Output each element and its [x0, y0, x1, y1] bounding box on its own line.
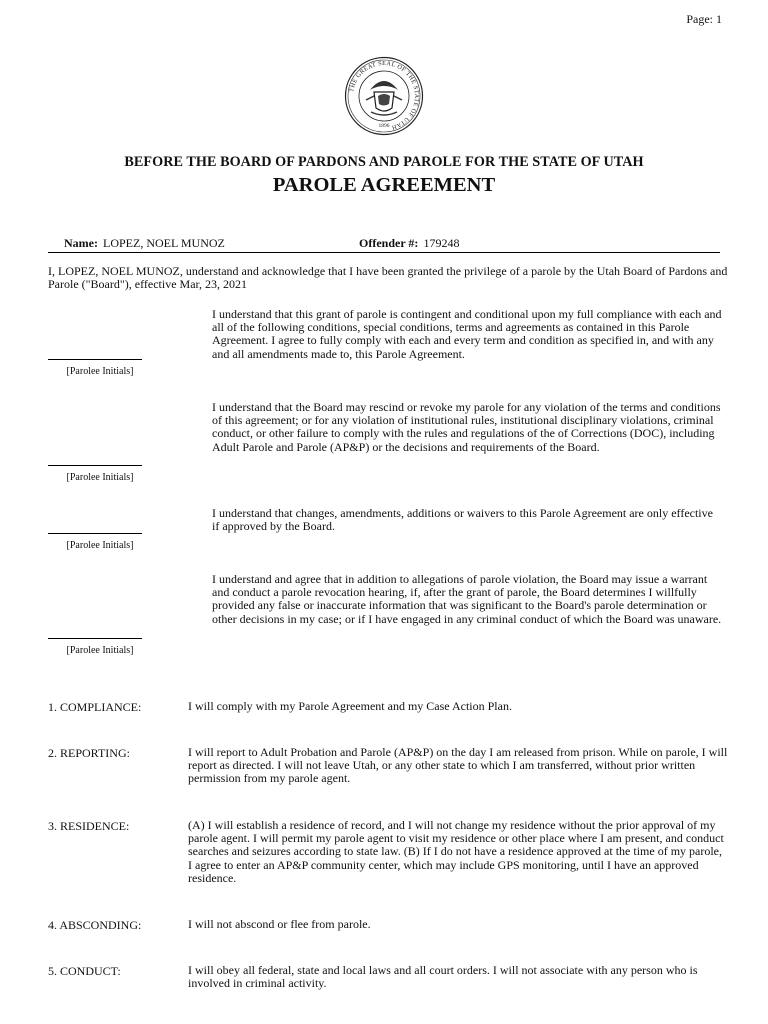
seal-ring-text: THE GREAT SEAL OF THE STATE OF UTAH: [348, 59, 421, 131]
initials-line[interactable]: [48, 638, 142, 639]
acknowledgement-text: I understand that the Board may rescind or revoke my parole for any violation of the terms and conditions of this agreement; or for any violation of institutional rules, institutional disciplinary violations, criminal conduct, or other failure to comply with the rules and regulations of the of Corrections (DOC), including Adult Parole and Parole (AP&P) or the decisions and requirements of the Board.: [212, 400, 721, 454]
utah-state-seal-icon: [344, 56, 424, 136]
initials-line[interactable]: [48, 465, 142, 466]
initials-label: [Parolee Initials]: [66, 472, 134, 483]
condition-label: 3. RESIDENCE:: [48, 819, 130, 833]
offender-number: 179248: [423, 236, 460, 250]
initials-label: [Parolee Initials]: [66, 645, 134, 656]
condition-label: 1. COMPLIANCE:: [48, 700, 142, 714]
condition-text: I will not abscond or flee from parole.: [188, 917, 371, 931]
acknowledgement-text: I understand and agree that in addition to allegations of parole violation, the Board may issue a warrant and conduct a parole revocation hearing, if, after the grant of parole, the Board determines I willfully provided any false or inaccurate information that was significant to the Board's parole determination or other decisions in my case; or if I have engaged in any criminal conduct of which the Board was unaware.: [212, 572, 722, 626]
condition-label: 5. CONDUCT:: [48, 964, 121, 978]
condition-label: 2. REPORTING:: [48, 746, 130, 760]
intro-statement: I, LOPEZ, NOEL MUNOZ, understand and acknowledge that I have been granted the privilege of a parole by the Utah Board of Pardons and Parole ("Board"), effective Mar, 23, 2021: [48, 264, 728, 292]
offender-label: Offender #:: [359, 236, 419, 250]
board-heading: BEFORE THE BOARD OF PARDONS AND PAROLE FOR THE STATE OF UTAH: [124, 154, 644, 170]
acknowledgement-text: I understand that changes, amendments, additions or waivers to this Parole Agreement are only effective if approved by the Board.: [212, 506, 713, 534]
header-divider: [48, 252, 720, 253]
initials-line[interactable]: [48, 533, 142, 534]
seal-year: 1896: [378, 123, 390, 129]
offender-number-field: [359, 236, 459, 251]
initials-label: [Parolee Initials]: [66, 366, 134, 377]
initials-line[interactable]: [48, 359, 142, 360]
document-title: PAROLE AGREEMENT: [272, 174, 496, 196]
name-label: Name:: [64, 236, 98, 250]
initials-label: [Parolee Initials]: [66, 540, 134, 551]
condition-text: I will report to Adult Probation and Parole (AP&P) on the day I am released from prison. While on parole, I will report as directed. I will not leave Utah, or any other state to which I am transferred, without prior written permission from my parole agent.: [188, 745, 728, 786]
condition-text: (A) I will establish a residence of record, and I will not change my residence without the prior approval of my parole agent. I will permit my parole agent to visit my residence or other place where I am present, and conduct searches and seizures according to state law. (B) If I do not have a residence approved at the time of my parole, I agree to enter an AP&P community center, which may include GPS monitoring, until I have an approved residence.: [188, 818, 724, 885]
parolee-name: LOPEZ, NOEL MUNOZ: [102, 236, 225, 250]
page-number: Page: 1: [686, 12, 722, 26]
parolee-name-field: [64, 236, 225, 251]
condition-text: I will comply with my Parole Agreement and my Case Action Plan.: [188, 699, 512, 713]
condition-label: 4. ABSCONDING:: [48, 918, 142, 932]
acknowledgement-text: I understand that this grant of parole is contingent and conditional upon my full compliance with each and all of the following conditions, special conditions, terms and agreements as contained in this Parole Agreement. I agree to fully comply with each and every term and condition as specified in, and with any and all amendments made to, this Parole Agreement.: [212, 307, 722, 361]
condition-text: I will obey all federal, state and local laws and all court orders. I will not associate with any person who is involved in criminal activity.: [188, 963, 698, 991]
